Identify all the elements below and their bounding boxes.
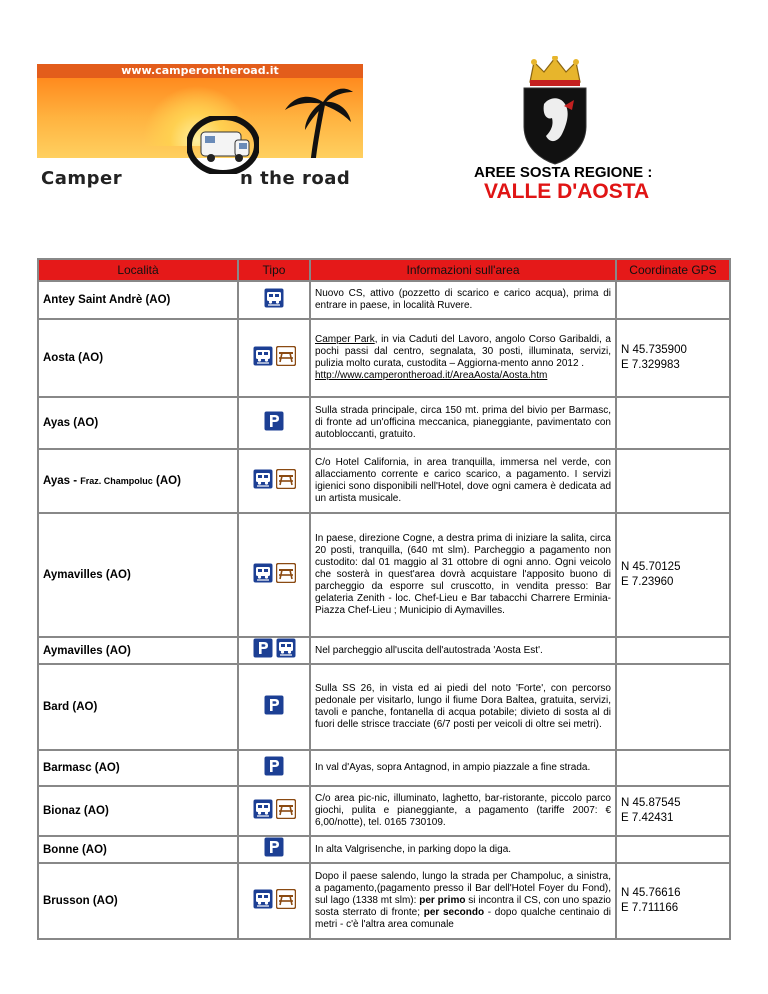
table-row [38, 786, 730, 836]
table-row [38, 513, 730, 637]
type-cell [238, 750, 310, 786]
camper-van-icon [187, 116, 259, 174]
camper-service-icon [253, 469, 273, 489]
location-cell: Antey Saint Andrè (AO) [38, 281, 238, 319]
table-row [38, 281, 730, 319]
table-row [38, 397, 730, 449]
info-cell: In val d'Ayas, sopra Antagnod, in ampio piazzale a fine strada. [310, 750, 616, 786]
gps-cell: N 45.735900 E 7.329983 [616, 319, 730, 397]
location-cell: Bionaz (AO) [38, 786, 238, 836]
type-cell [238, 836, 310, 863]
valle-daosta-coat-of-arms-icon [516, 56, 594, 166]
info-cell: Nuovo CS, attivo (pozzetto di scarico e carico acqua), prima di entrare in paese, in località Ruvere. [310, 281, 616, 319]
type-cell [238, 637, 310, 664]
camper-park-link[interactable]: Camper Park [315, 334, 375, 345]
logo-url-text: www.camperontheroad.it [37, 64, 363, 78]
gps-cell: N 45.70125 E 7.23960 [616, 513, 730, 637]
location-cell: Aymavilles (AO) [38, 637, 238, 664]
type-cell [238, 863, 310, 939]
camper-service-icon [253, 563, 273, 583]
gps-cell [616, 637, 730, 664]
info-cell: In alta Valgrisenche, in parking dopo la diga. [310, 836, 616, 863]
type-cell [238, 664, 310, 750]
logo-word-the-road: n the road [240, 168, 351, 188]
info-cell: Sulla strada principale, circa 150 mt. prima del bivio per Barmasc, di fronte ad un'officina meccanica, pianeggiante, pavimentato con autobloccanti, gratuito. [310, 397, 616, 449]
info-cell: Nel parcheggio all'uscita dell'autostrada 'Aosta Est'. [310, 637, 616, 664]
camper-service-icon [264, 288, 284, 308]
table-header-row [38, 259, 730, 281]
region-name: VALLE D'AOSTA [484, 180, 650, 203]
parking-icon [253, 638, 273, 658]
parking-icon [264, 756, 284, 776]
type-cell [238, 786, 310, 836]
parking-icon [264, 837, 284, 857]
column-header-type: Tipo [238, 259, 310, 281]
type-icons [253, 889, 296, 909]
info-cell: Dopo il paese salendo, lungo la strada per Champoluc, a sinistra, a pagamento,(pagamento presso il Bar dell'Hotel Foyer du Fond), sul lago (1338 mt slm): per primo si incontra il CS, con uno spazio sosta sterrato di fronte; per secondo - dopo qualche centinaio di metri - c'è l'altra area comunale [310, 863, 616, 939]
info-cell: C/o area pic-nic, illuminato, laghetto, bar-ristorante, piccolo parco giochi, pulita e pianeggiante, a pagamento (tariffe 2007: € 6,00/notte), tel. 0165 730109. [310, 786, 616, 836]
camper-on-the-road-logo [37, 64, 363, 188]
type-icons [264, 288, 284, 308]
palm-tree-icon [283, 82, 353, 162]
table-row [38, 637, 730, 664]
table-row [38, 750, 730, 786]
location-cell: Aymavilles (AO) [38, 513, 238, 637]
table-row [38, 664, 730, 750]
location-cell: Bonne (AO) [38, 836, 238, 863]
picnic-table-icon [276, 889, 296, 909]
parking-icon [264, 411, 284, 431]
info-cell: Sulla SS 26, in vista ed ai piedi del noto 'Forte', con percorso pedonale per visitarlo, lungo il fiume Dora Baltea, gratuita, servizi, tavoli e panche, fontanella di acqua potabile; divieto di sosta al di fuori delle strisce tracciate (6/7 posti per veicoli di oltre sei metri). [310, 664, 616, 750]
type-icons [264, 756, 284, 776]
type-icons [253, 469, 296, 489]
type-icons [264, 695, 284, 715]
logo-word-camper: Camper [41, 168, 123, 188]
location-cell: Ayas - Fraz. Champoluc (AO) [38, 449, 238, 513]
picnic-table-icon [276, 563, 296, 583]
location-cell: Barmasc (AO) [38, 750, 238, 786]
type-cell [238, 319, 310, 397]
location-cell: Ayas (AO) [38, 397, 238, 449]
type-cell [238, 281, 310, 319]
gps-cell: N 45.76616 E 7.711166 [616, 863, 730, 939]
picnic-table-icon [276, 469, 296, 489]
column-header-info: Informazioni sull'area [310, 259, 616, 281]
type-icons [253, 799, 296, 819]
table-row [38, 319, 730, 397]
camper-service-icon [253, 799, 273, 819]
type-cell [238, 449, 310, 513]
camper-service-icon [253, 346, 273, 366]
table-row [38, 863, 730, 939]
table-row [38, 449, 730, 513]
location-cell: Brusson (AO) [38, 863, 238, 939]
column-header-gps: Coordinate GPS [616, 259, 730, 281]
info-cell: C/o Hotel California, in area tranquilla, immersa nel verde, con allacciamento corrente e carico scarico, a pagamento. I servizi igienici sono disponibili nell'Hotel, dove ogni camera è dedicata ad un artista musicale. [310, 449, 616, 513]
info-cell: Camper Park, in via Caduti del Lavoro, angolo Corso Garibaldi, a pochi passi dal centro, segnalata, 30 posti, illuminata, servizi, pulizia molto curata, custodita – Aggiorna-mento anno 2012 . http://www.camperontheroad.it/AreaAosta/Aosta.htm [310, 319, 616, 397]
gps-cell: N 45.87545 E 7.42431 [616, 786, 730, 836]
info-cell: In paese, direzione Cogne, a destra prima di iniziare la salita, circa 20 posti, tranquilla, (640 mt slm). Parcheggio a pagamento non custodito: dal 01 maggio al 31 ottobre di ogni anno. Ogni veicolo che sosterà in quest'area dovrà acquistare l'apposito buono di parcheggio da esporre sul cruscotto, in vendita presso: Bar gelateria Zenith - loc. Chef-Lieu e Bar tabacchi Charrere Erminia-Piazza Chef-Lieu ; Municipio di Aymavilles. [310, 513, 616, 637]
picnic-table-icon [276, 799, 296, 819]
parking-icon [264, 695, 284, 715]
type-icons [264, 837, 284, 857]
type-icons [253, 346, 296, 366]
column-header-location: Località [38, 259, 238, 281]
gps-cell [616, 664, 730, 750]
gps-cell [616, 397, 730, 449]
type-icons [264, 411, 284, 431]
type-cell [238, 513, 310, 637]
table-row [38, 836, 730, 863]
gps-cell [616, 836, 730, 863]
region-label: AREE SOSTA REGIONE : [474, 164, 653, 181]
gps-cell [616, 281, 730, 319]
type-cell [238, 397, 310, 449]
picnic-table-icon [276, 346, 296, 366]
location-cell: Bard (AO) [38, 664, 238, 750]
gps-cell [616, 449, 730, 513]
gps-cell [616, 750, 730, 786]
aosta-area-url-link[interactable]: http://www.camperontheroad.it/AreaAosta/Aosta.htm [315, 370, 548, 381]
rest-areas-table [37, 258, 731, 940]
camper-service-icon [276, 638, 296, 658]
camper-service-icon [253, 889, 273, 909]
type-icons [253, 638, 296, 658]
type-icons [253, 563, 296, 583]
location-cell: Aosta (AO) [38, 319, 238, 397]
